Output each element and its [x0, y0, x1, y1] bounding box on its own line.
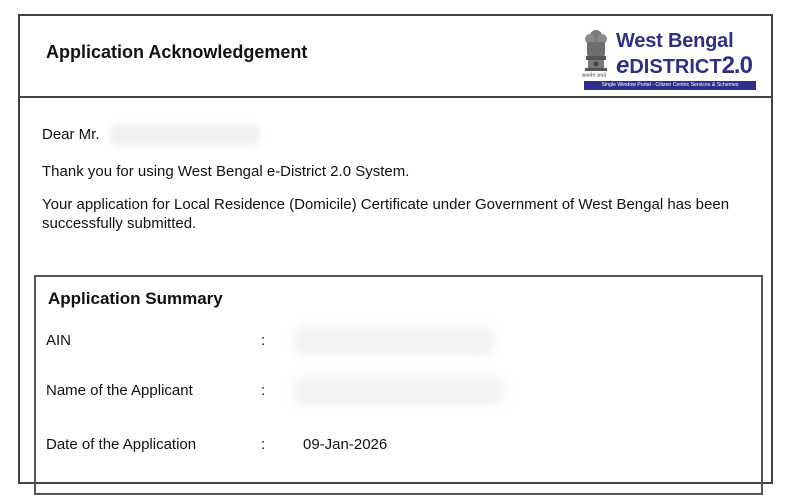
salutation-line — [42, 124, 260, 146]
summary-row-application-date — [46, 436, 746, 460]
logo-e-prefix: e — [616, 52, 630, 79]
summary-row-ain — [46, 332, 746, 356]
ain-label: AIN — [46, 332, 72, 349]
submission-status-text: Your application for Local Residence (Domicile) Certificate under Government of West Bengal has been successfully submitted. — [42, 196, 730, 232]
emblem-motto: सत्यमेव जयते — [581, 73, 607, 79]
salutation-text: Dear Mr. — [42, 125, 100, 143]
logo-version: 2.0 — [721, 52, 752, 79]
application-date-value: 09-Jan-2026 — [303, 436, 388, 453]
document-title: Application Acknowledgement — [46, 42, 308, 62]
logo-tagline: Single Window Portal - Citizen Centric Services & Schemes — [584, 81, 756, 90]
applicant-name-label: Name of the Applicant — [46, 382, 193, 399]
summary-title: Application Summary — [48, 289, 223, 308]
redacted-ain-value — [294, 326, 494, 356]
national-emblem-icon — [582, 28, 610, 74]
acknowledgement-document — [18, 14, 773, 484]
west-bengal-edistrict-logo — [578, 26, 758, 92]
logo-district-word: DISTRICT — [629, 56, 722, 78]
application-summary-box — [34, 275, 763, 495]
redacted-applicant-name-value — [294, 376, 504, 406]
ain-colon: : — [261, 332, 266, 349]
applicant-name-colon: : — [261, 382, 266, 399]
application-date-label: Date of the Application — [46, 436, 197, 453]
document-header — [20, 16, 771, 98]
logo-state-name: West Bengal — [616, 30, 734, 52]
summary-row-applicant-name — [46, 382, 746, 406]
application-date-colon: : — [261, 436, 266, 453]
redacted-recipient-name — [110, 124, 260, 146]
thanks-text: Thank you for using West Bengal e-District 2.0 System. — [42, 163, 410, 180]
logo-product-name — [616, 52, 752, 80]
